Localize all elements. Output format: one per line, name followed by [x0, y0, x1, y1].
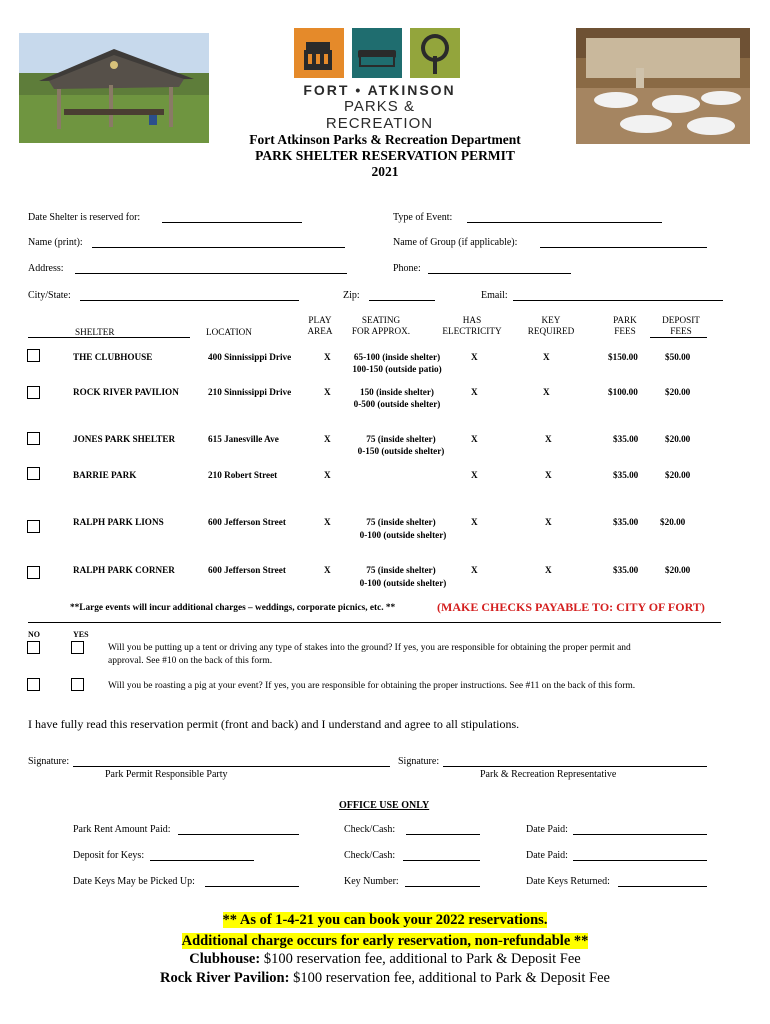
deposit-keys-label: Deposit for Keys: — [73, 850, 145, 861]
row-play-area: X — [324, 352, 331, 362]
header-key-2: REQUIRED — [527, 326, 575, 336]
zip-label: Zip: — [343, 290, 360, 301]
row-seating-1: 150 (inside shelter) — [359, 387, 434, 397]
header-seating-1: SEATING — [361, 315, 401, 325]
header-electricity-1: HAS — [462, 315, 482, 325]
date-keys-returned-field[interactable] — [618, 886, 707, 887]
pig-roast-question: Will you be roasting a pig at your event? If yes, you are responsible for obtaining the proper instructions. See #11 on the back of this form. — [108, 681, 636, 691]
address-field[interactable] — [75, 273, 347, 274]
city-state-label: City/State: — [28, 290, 71, 301]
header-park-fees-2: FEES — [614, 326, 636, 336]
row-park-fee: $35.00 — [613, 517, 639, 527]
row-key: X — [543, 352, 550, 362]
row-shelter: RALPH PARK LIONS — [73, 517, 164, 527]
early-booking-notice-1 — [0, 911, 770, 930]
row-play-area: X — [324, 434, 331, 444]
row-deposit-fee: $20.00 — [665, 470, 691, 480]
select-barrie-park-checkbox[interactable] — [27, 467, 40, 480]
row-seating-1: 65-100 (inside shelter) — [353, 352, 441, 362]
row-location: 600 Jefferson Street — [208, 565, 286, 575]
keys-pickup-label: Date Keys May be Picked Up: — [73, 876, 195, 887]
header-play-area — [304, 315, 336, 337]
office-use-title: OFFICE USE ONLY — [339, 800, 430, 811]
early-booking-notice-1-text: ** As of 1-4-21 you can book your 2022 reservations. — [222, 912, 548, 928]
pavilion-photo — [19, 33, 209, 143]
date-reserved-field[interactable] — [162, 222, 302, 223]
no-column-label: NO — [28, 630, 40, 639]
header-electricity — [437, 315, 507, 337]
row-shelter: RALPH PARK CORNER — [73, 565, 175, 575]
header-key-required — [521, 315, 581, 337]
date-keys-returned-label: Date Keys Returned: — [526, 876, 610, 887]
row-electricity: X — [471, 352, 478, 362]
row-electricity: X — [471, 470, 478, 480]
row-seating-1: 75 (inside shelter) — [366, 517, 436, 527]
select-rock-river-checkbox[interactable] — [27, 386, 40, 399]
header-shelter: SHELTER — [75, 327, 115, 337]
representative-signature-field[interactable] — [443, 766, 707, 767]
header-key-1: KEY — [541, 315, 561, 325]
name-of-group-field[interactable] — [540, 247, 707, 248]
header-play-area-2: AREA — [307, 326, 333, 336]
keys-pickup-field[interactable] — [205, 886, 299, 887]
date-paid-label: Date Paid: — [526, 824, 568, 835]
row-shelter: BARRIE PARK — [73, 470, 137, 480]
row-park-fee: $35.00 — [613, 470, 639, 480]
row-seating-2: 0-500 (outside shelter) — [353, 399, 441, 409]
select-clubhouse-checkbox[interactable] — [27, 349, 40, 362]
row-shelter: THE CLUBHOUSE — [73, 352, 153, 362]
row-key: X — [543, 387, 550, 397]
city-state-field[interactable] — [80, 300, 299, 301]
row-deposit-fee: $20.00 — [665, 434, 691, 444]
clubhouse-fee-note — [0, 950, 770, 969]
clubhouse-fee-bold: Clubhouse: — [189, 951, 261, 967]
header-deposit-fees-2: FEES — [670, 326, 692, 336]
row-location: 600 Jefferson Street — [208, 517, 286, 527]
yes-column-label: YES — [73, 630, 89, 639]
logo-line-1: FORT • ATKINSON — [303, 82, 456, 98]
tent-yes-checkbox[interactable] — [71, 641, 84, 654]
row-location: 615 Janesville Ave — [208, 434, 279, 444]
row-park-fee: $35.00 — [613, 434, 639, 444]
row-key: X — [545, 434, 552, 444]
tent-question-line-1: Will you be putting up a tent or driving any type of stakes into the ground? If yes, you are responsible for obtaining the proper permit and — [108, 643, 631, 653]
row-location: 210 Robert Street — [208, 470, 278, 480]
check-cash-label-2: Check/Cash: — [344, 850, 396, 861]
large-events-note: **Large events will incur additional charges – weddings, corporate picnics, etc. ** — [70, 603, 396, 613]
name-print-label: Name (print): — [28, 237, 83, 248]
date-paid-label-2: Date Paid: — [526, 850, 568, 861]
check-cash-field-2[interactable] — [403, 860, 480, 861]
early-booking-notice-2-text: Additional charge occurs for early reservation, non-refundable ** — [181, 933, 589, 949]
email-field[interactable] — [513, 300, 723, 301]
title-line-1: Fort Atkinson Parks & Recreation Department — [249, 132, 521, 147]
deposit-keys-field[interactable] — [150, 860, 254, 861]
page-title — [200, 132, 570, 180]
early-booking-notice-2 — [0, 932, 770, 951]
row-electricity: X — [471, 565, 478, 575]
header-play-area-1: PLAY — [308, 315, 332, 325]
date-paid-field-2[interactable] — [573, 860, 707, 861]
row-deposit-fee: $20.00 — [665, 565, 691, 575]
header-location: LOCATION — [206, 327, 252, 337]
row-seating-2: 100-150 (outside patio) — [352, 364, 442, 374]
name-of-group-label: Name of Group (if applicable): — [393, 237, 518, 248]
rock-river-fee-note — [0, 969, 770, 988]
key-number-field[interactable] — [405, 886, 480, 887]
date-reserved-label: Date Shelter is reserved for: — [28, 212, 141, 223]
row-park-fee: $100.00 — [608, 387, 638, 397]
select-jones-park-checkbox[interactable] — [27, 432, 40, 445]
representative-caption: Park & Recreation Representative — [480, 769, 617, 780]
row-park-fee: $35.00 — [613, 565, 639, 575]
park-rent-field[interactable] — [178, 834, 299, 835]
header-deposit-fees — [655, 315, 707, 337]
header-park-fees-1: PARK — [613, 315, 637, 325]
clubhouse-interior-photo — [576, 28, 750, 144]
deposit-header-rule — [650, 337, 707, 338]
agreement-statement: I have fully read this reservation permit (front and back) and I understand and agree to all stipulations. — [28, 717, 520, 731]
row-electricity: X — [471, 434, 478, 444]
header-seating-2: FOR APPROX. — [351, 326, 411, 336]
header-seating — [346, 315, 416, 337]
row-seating-1: 75 (inside shelter) — [366, 565, 436, 575]
logo-line-2: PARKS & RECREATION — [325, 98, 434, 132]
signature-label-right: Signature: — [398, 756, 440, 767]
row-play-area: X — [324, 470, 331, 480]
responsible-party-caption: Park Permit Responsible Party — [105, 769, 228, 780]
tent-question-line-2: approval. See #10 on the back of this form. — [108, 656, 273, 666]
name-print-field[interactable] — [92, 247, 345, 248]
row-key: X — [545, 565, 552, 575]
zip-field[interactable] — [369, 300, 435, 301]
header-park-fees — [604, 315, 646, 337]
row-deposit-fee: $50.00 — [665, 352, 691, 362]
row-key: X — [545, 470, 552, 480]
phone-label: Phone: — [393, 263, 421, 274]
park-rent-label: Park Rent Amount Paid: — [73, 824, 171, 835]
email-label: Email: — [481, 290, 508, 301]
responsible-party-signature-field[interactable] — [73, 766, 390, 767]
row-location: 210 Sinnissippi Drive — [208, 387, 292, 397]
make-checks-note: (MAKE CHECKS PAYABLE TO: CITY OF FORT) — [437, 600, 705, 614]
tent-no-checkbox[interactable] — [27, 641, 40, 654]
row-deposit-fee: $20.00 — [665, 387, 691, 397]
check-cash-field[interactable] — [406, 834, 480, 835]
type-of-event-label: Type of Event: — [393, 212, 453, 223]
row-play-area: X — [324, 387, 331, 397]
row-electricity: X — [471, 387, 478, 397]
rock-river-fee-bold: Rock River Pavilion: — [160, 970, 290, 986]
phone-field[interactable] — [428, 273, 571, 274]
select-ralph-corner-checkbox[interactable] — [27, 566, 40, 579]
title-line-2: PARK SHELTER RESERVATION PERMIT — [255, 148, 515, 163]
header-deposit-fees-1: DEPOSIT — [662, 315, 700, 325]
address-label: Address: — [28, 263, 64, 274]
parks-recreation-logo — [292, 26, 472, 132]
key-number-label: Key Number: — [344, 876, 399, 887]
row-park-fee: $150.00 — [608, 352, 638, 362]
row-seating-2: 0-100 (outside shelter) — [359, 530, 447, 540]
row-location: 400 Sinnissippi Drive — [208, 352, 292, 362]
type-of-event-field[interactable] — [467, 222, 662, 223]
notes-divider — [28, 622, 721, 623]
row-seating-2: 0-100 (outside shelter) — [359, 578, 447, 588]
row-play-area: X — [324, 517, 331, 527]
row-shelter: ROCK RIVER PAVILION — [73, 387, 179, 397]
pig-roast-yes-checkbox[interactable] — [71, 678, 84, 691]
row-seating-1: 75 (inside shelter) — [366, 434, 436, 444]
signature-label-left: Signature: — [28, 756, 70, 767]
check-cash-label: Check/Cash: — [344, 824, 396, 835]
pig-roast-no-checkbox[interactable] — [27, 678, 40, 691]
row-seating-2: 0-150 (outside shelter) — [357, 446, 445, 456]
clubhouse-fee-text: $100 reservation fee, additional to Park & Deposit Fee — [260, 951, 581, 967]
select-ralph-lions-checkbox[interactable] — [27, 520, 40, 533]
rock-river-fee-text: $100 reservation fee, additional to Park & Deposit Fee — [289, 970, 610, 986]
title-line-3: 2021 — [371, 164, 399, 179]
tent-question — [108, 642, 631, 668]
date-paid-field[interactable] — [573, 834, 707, 835]
row-play-area: X — [324, 565, 331, 575]
row-shelter: JONES PARK SHELTER — [73, 434, 176, 444]
row-key: X — [545, 517, 552, 527]
header-electricity-2: ELECTRICITY — [442, 326, 502, 336]
row-electricity: X — [471, 517, 478, 527]
row-deposit-fee: $20.00 — [660, 517, 686, 527]
